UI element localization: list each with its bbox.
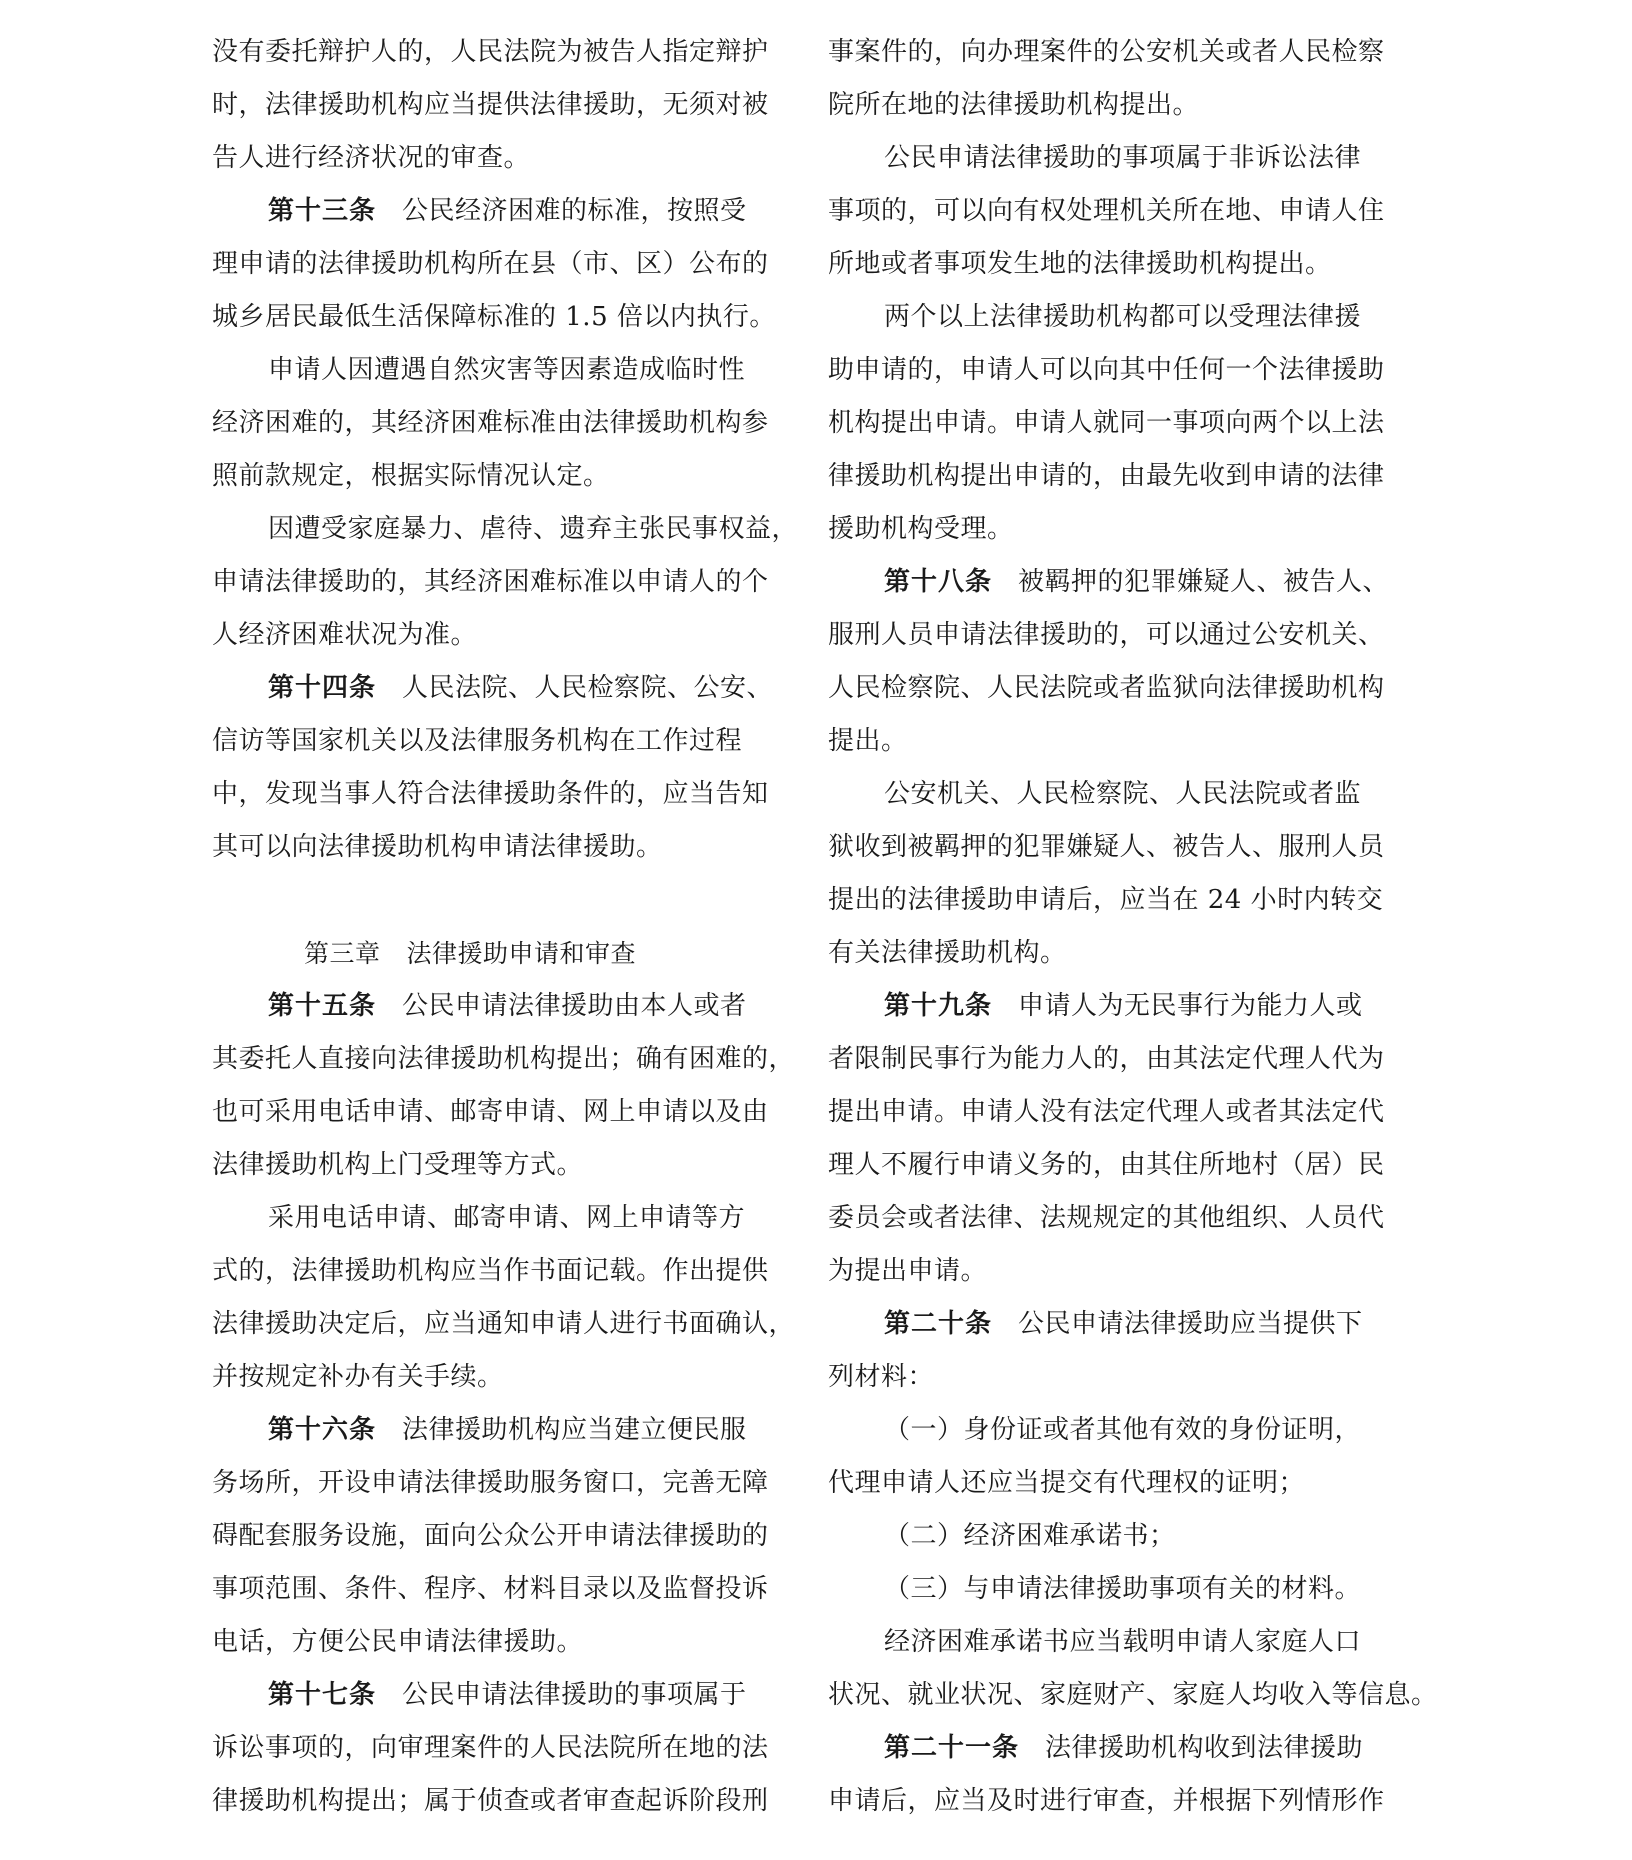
text-line: 务场所，开设申请法律援助服务窗口，完善无障 — [212, 1468, 769, 1498]
text-line: 申请人因遭遇自然灾害等因素造成临时性 — [268, 355, 746, 385]
text-line: 事项范围、条件、程序、材料目录以及监督投诉 — [212, 1574, 769, 1604]
text-line: 经济困难的，其经济困难标准由法律援助机构参 — [212, 408, 769, 438]
text-line: 代理申请人还应当提交有代理权的证明； — [828, 1468, 1306, 1498]
text-line: 提出申请。申请人没有法定代理人或者其法定代 — [828, 1097, 1385, 1127]
text-line: 两个以上法律援助机构都可以受理法律援 — [884, 302, 1362, 332]
text-line: 没有委托辩护人的，人民法院为被告人指定辩护 — [212, 37, 769, 67]
text-line: 律援助机构提出；属于侦查或者审查起诉阶段刑 — [212, 1786, 769, 1816]
article-text: 法律援助机构应当建立便民服 — [402, 1415, 747, 1445]
article-number: 第十四条 — [268, 673, 377, 703]
text-line: 也可采用电话申请、邮寄申请、网上申请以及由 — [212, 1097, 769, 1127]
article-text: 法律援助机构收到法律援助 — [1045, 1733, 1364, 1763]
article-number: 第十五条 — [268, 991, 377, 1021]
text-line: 助申请的，申请人可以向其中任何一个法律援助 — [828, 355, 1385, 385]
text-line: 法律援助决定后，应当通知申请人进行书面确认， — [212, 1309, 796, 1339]
article-text: 公民申请法律援助的事项属于 — [402, 1680, 747, 1710]
text-line: 时，法律援助机构应当提供法律援助，无须对被 — [212, 90, 769, 120]
paragraph-spacer — [212, 874, 772, 927]
right-column — [828, 26, 1438, 1828]
article-line — [212, 1404, 772, 1457]
article-line — [212, 662, 772, 715]
text-line: 律援助机构提出申请的，由最先收到申请的法律 — [828, 461, 1385, 491]
text-line: 因遭受家庭暴力、虐待、遗弃主张民事权益， — [268, 514, 799, 544]
text-line: 经济困难承诺书应当载明申请人家庭人口 — [884, 1627, 1362, 1657]
text-line: 碍配套服务设施，面向公众公开申请法律援助的 — [212, 1521, 769, 1551]
text-line: （二）经济困难承诺书； — [884, 1521, 1176, 1551]
text-line: 式的，法律援助机构应当作书面记载。作出提供 — [212, 1256, 769, 1286]
text-line: 电话，方便公民申请法律援助。 — [212, 1627, 584, 1657]
text-line: 采用电话申请、邮寄申请、网上申请等方 — [268, 1203, 746, 1233]
article-line — [828, 556, 1388, 609]
text-line: 列材料： — [828, 1362, 935, 1392]
text-line: 公民申请法律援助的事项属于非诉讼法律 — [884, 143, 1362, 173]
text-line: 申请后，应当及时进行审查，并根据下列情形作 — [828, 1786, 1385, 1816]
text-line: （三）与申请法律援助事项有关的材料。 — [884, 1574, 1362, 1604]
text-line: 其可以向法律援助机构申请法律援助。 — [212, 832, 663, 862]
text-line: 并按规定补办有关手续。 — [212, 1362, 504, 1392]
article-text: 公民申请法律援助由本人或者 — [402, 991, 747, 1021]
article-number: 第二十一条 — [884, 1733, 1020, 1763]
text-line: 援助机构受理。 — [828, 514, 1014, 544]
text-line: 所地或者事项发生地的法律援助机构提出。 — [828, 249, 1332, 279]
text-line: 院所在地的法律援助机构提出。 — [828, 90, 1200, 120]
article-text: 被羁押的犯罪嫌疑人、被告人、 — [1018, 567, 1390, 597]
text-line: 事项的，可以向有权处理机关所在地、申请人住 — [828, 196, 1385, 226]
text-line: 状况、就业状况、家庭财产、家庭人均收入等信息。 — [828, 1680, 1438, 1710]
text-line: 其委托人直接向法律援助机构提出；确有困难的， — [212, 1044, 796, 1074]
text-line: 告人进行经济状况的审查。 — [212, 143, 531, 173]
text-line: 提出。 — [828, 726, 908, 756]
article-number: 第十六条 — [268, 1415, 377, 1445]
text-line: 人经济困难状况为准。 — [212, 620, 478, 650]
article-line — [212, 185, 772, 238]
article-number: 第十七条 — [268, 1680, 377, 1710]
article-line — [212, 1669, 772, 1722]
text-line: 申请法律援助的，其经济困难标准以申请人的个 — [212, 567, 769, 597]
text-line: 诉讼事项的，向审理案件的人民法院所在地的法 — [212, 1733, 769, 1763]
text-line: 狱收到被羁押的犯罪嫌疑人、被告人、服刑人员 — [828, 832, 1385, 862]
text-line: 公安机关、人民检察院、人民法院或者监 — [884, 779, 1362, 809]
text-line: 中，发现当事人符合法律援助条件的，应当告知 — [212, 779, 769, 809]
left-column — [212, 26, 799, 1828]
text-line: 者限制民事行为能力人的，由其法定代理人代为 — [828, 1044, 1385, 1074]
text-line: 城乡居民最低生活保障标准的 1.5 倍以内执行。 — [212, 302, 776, 332]
text-line: 有关法律援助机构。 — [828, 938, 1067, 968]
article-number: 第十九条 — [884, 991, 993, 1021]
article-line — [828, 1298, 1388, 1351]
text-line: 信访等国家机关以及法律服务机构在工作过程 — [212, 726, 743, 756]
article-line — [828, 1722, 1388, 1775]
article-number: 第十八条 — [884, 567, 993, 597]
article-text: 申请人为无民事行为能力人或 — [1018, 991, 1363, 1021]
chapter-title: 法律援助申请和审查 — [406, 939, 637, 968]
text-line: 为提出申请。 — [828, 1256, 988, 1286]
text-line: 法律援助机构上门受理等方式。 — [212, 1150, 584, 1180]
article-text: 人民法院、人民检察院、公安、 — [402, 673, 774, 703]
chapter-heading — [212, 927, 772, 980]
text-line: 提出的法律援助申请后，应当在 24 小时内转交 — [828, 885, 1384, 915]
article-line — [828, 980, 1388, 1033]
chapter-number: 第三章 — [303, 939, 381, 968]
text-line: 服刑人员申请法律援助的，可以通过公安机关、 — [828, 620, 1385, 650]
article-number: 第二十条 — [884, 1309, 993, 1339]
article-text: 公民经济困难的标准，按照受 — [402, 196, 747, 226]
text-line: 委员会或者法律、法规规定的其他组织、人员代 — [828, 1203, 1385, 1233]
text-line: 照前款规定，根据实际情况认定。 — [212, 461, 610, 491]
article-number: 第十三条 — [268, 196, 377, 226]
article-line — [212, 980, 772, 1033]
text-line: 理申请的法律援助机构所在县（市、区）公布的 — [212, 249, 769, 279]
text-line: 机构提出申请。申请人就同一事项向两个以上法 — [828, 408, 1385, 438]
article-text: 公民申请法律援助应当提供下 — [1018, 1309, 1363, 1339]
text-line: 理人不履行申请义务的，由其住所地村（居）民 — [828, 1150, 1385, 1180]
text-line: 事案件的，向办理案件的公安机关或者人民检察 — [828, 37, 1385, 67]
text-line: 人民检察院、人民法院或者监狱向法律援助机构 — [828, 673, 1385, 703]
text-line: （一）身份证或者其他有效的身份证明， — [884, 1415, 1362, 1445]
